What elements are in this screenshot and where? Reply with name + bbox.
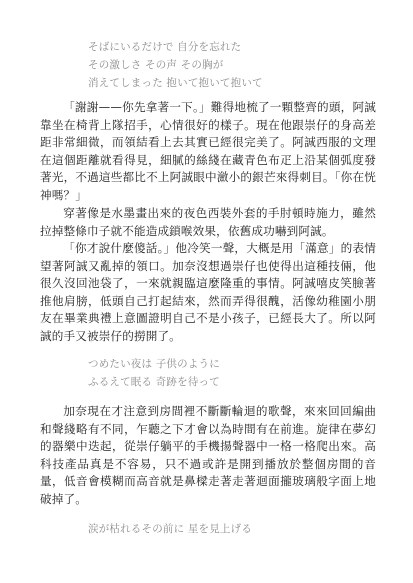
lyric-line: そばにいるだけで 自分を忘れた (88, 41, 242, 53)
lyric-line: ふるえて眠る 奇跡を待って (88, 376, 220, 388)
lyric-line: 消えてしまった 抱いて抱いて抱いて (88, 77, 263, 89)
lyric-line: 涙が枯れるその前に 星を見上げる (88, 523, 253, 535)
paragraph: 穿著像是水墨畫出來的夜色西裝外套的手肘頓時施力，雖然拉掉整條巾子就不能造成鎖喉效果，依舊成功嚇到阿誠。 (40, 206, 376, 238)
paragraph: 「謝謝——你先拿著一下。」難得地梳了一顆整齊的頭，阿誠靠坐在椅背上隊招手，心情很好的樣子。現在他跟崇仔的身高差距非常細微，而領結看上去其實已經很完美了。阿誠西服的文理在這個距離就看得見，細膩的絲綫在藏青色布疋上沿某個弧度發著光，不過這些都比不上阿誠眼中瀲小的銀芒來得刺目。「你在恍神嗎？」 (40, 100, 376, 202)
lyric-block (88, 355, 220, 391)
lyric-block (88, 520, 252, 538)
lyric-line: つめたい夜は 子供のように (88, 358, 220, 370)
paragraph: 加奈現在才注意到房間裡不斷斷輪迴的歌聲，來來回回編曲和聲綫略有不同，乍聽之下才會以為時間有在前進。旋律在夢幻的器樂中迭起，從崇仔躺平的手機揚聲器中一格一格爬出來。高科技產品真是不容易，只不過或許是開到播放於整個房間的音量，低音會模糊而高音就是鼻樑走著走著迴面攏玻璃般字面上地破掉了。 (40, 404, 376, 506)
paragraph: 「你才說什麼傻話。」他冷笑一聲，大概是用「滿意」的表情望著阿誠又亂掉的領口。加奈沒想過崇仔也使得出這種技倆，他很久沒回池袋了，一來就親臨這麼隆重的事情。阿誠嘻皮笑臉著推他肩膀，低頭自己打起結來，然而弄得很醜，活像幼稚園小朋友在畢業典禮上意圖證明自己不是小孩子，已經長大了。所以阿誠的手又被崇仔的撈開了。 (40, 241, 376, 343)
lyric-line: その激しさ その声 その胸が (88, 59, 224, 71)
lyric-block (88, 38, 263, 92)
